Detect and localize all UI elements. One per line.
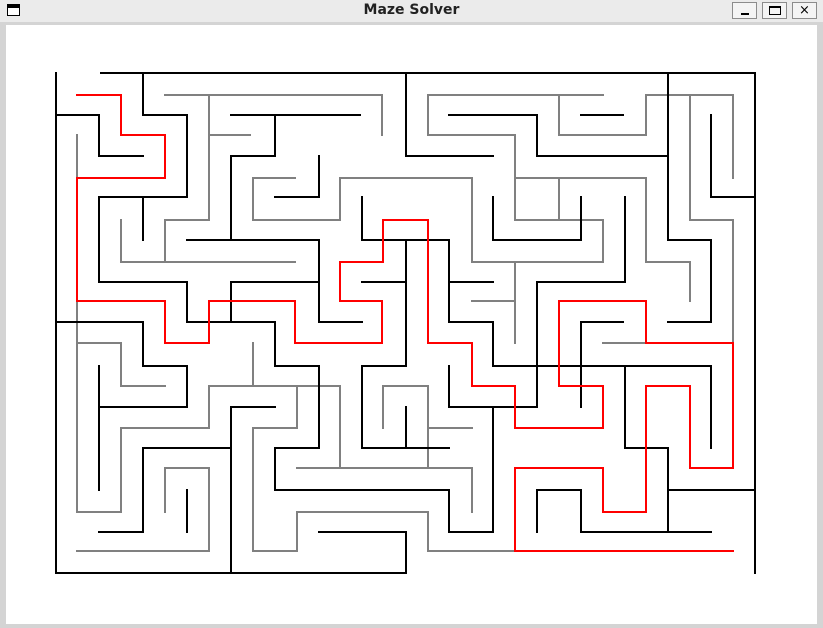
explored-path	[77, 343, 165, 386]
maze-svg	[6, 25, 817, 624]
maze-wall	[231, 322, 319, 407]
window-title: Maze Solver	[363, 2, 460, 18]
minimize-icon	[741, 13, 749, 15]
explored-path	[428, 95, 515, 178]
close-icon: ×	[799, 3, 810, 18]
explored-path	[253, 178, 340, 220]
minimize-button[interactable]	[732, 2, 757, 19]
close-button[interactable]	[792, 2, 817, 19]
maze-wall	[493, 197, 581, 240]
maze-walls	[56, 73, 755, 573]
maze-wall	[275, 156, 319, 197]
maximize-icon	[769, 6, 781, 15]
maximize-button[interactable]	[762, 2, 787, 19]
maze-wall	[319, 532, 406, 573]
explored-path	[559, 95, 733, 178]
title-bar[interactable]	[0, 0, 823, 22]
maze-canvas	[6, 25, 817, 624]
